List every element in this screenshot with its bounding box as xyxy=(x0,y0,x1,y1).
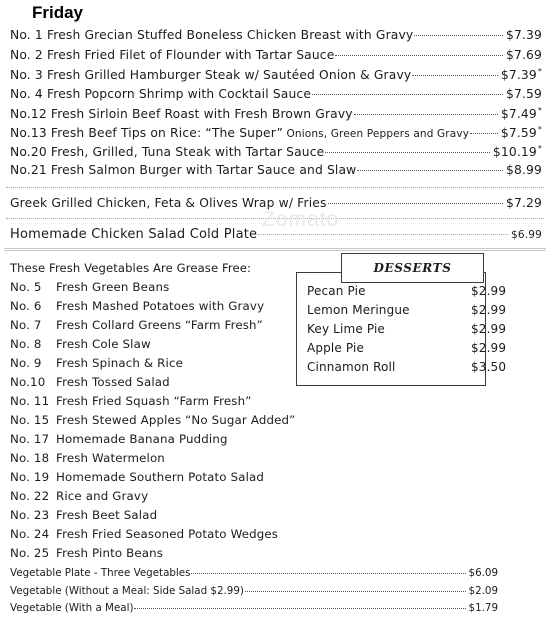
dot-leader xyxy=(414,35,503,36)
veg-number: No. 8 xyxy=(10,337,42,351)
dot-leader xyxy=(354,114,498,115)
veg-number: No. 11 xyxy=(10,394,50,408)
veg-item xyxy=(10,356,183,370)
menu-item-no20 xyxy=(10,144,542,159)
menu-item-no12 xyxy=(10,106,542,121)
dessert-item xyxy=(307,322,507,336)
item-name: Greek Grilled Chicken, Feta & Olives Wrap w/ Fries xyxy=(10,196,327,210)
veg-item xyxy=(10,413,295,427)
item-main-text: No.13 Fresh Beef Tips on Rice: “The Super” xyxy=(10,126,284,141)
dessert-item xyxy=(307,284,507,298)
veg-name: Fresh Spinach & Rice xyxy=(56,356,183,370)
veg-plate-price: $2.09 xyxy=(468,585,498,597)
dessert-item xyxy=(307,360,507,374)
star-mark: * xyxy=(537,144,542,153)
menu-item-no1 xyxy=(10,28,542,42)
veg-number: No. 5 xyxy=(10,280,42,294)
item-name: Homemade Chicken Salad Cold Plate xyxy=(10,227,258,242)
dot-leader xyxy=(470,133,498,134)
veg-item xyxy=(10,508,157,522)
dessert-name: Key Lime Pie xyxy=(307,322,385,336)
veg-name: Fresh Green Beans xyxy=(56,280,170,294)
veg-plate-price: $6.09 xyxy=(468,567,498,579)
star-mark: * xyxy=(537,125,542,134)
veg-item xyxy=(10,489,148,503)
veg-name: Rice and Gravy xyxy=(56,489,149,503)
veg-plate-price-row xyxy=(10,567,498,579)
item-name: No.21 Fresh Salmon Burger with Tartar Sauce and Slaw xyxy=(10,163,357,177)
item-name: No.20 Fresh, Grilled, Tuna Steak with Tartar Sauce xyxy=(10,145,325,160)
menu-item-no3 xyxy=(10,67,542,82)
star-mark: * xyxy=(537,67,542,76)
dot-leader xyxy=(357,170,503,171)
veg-name: Fresh Pinto Beans xyxy=(56,546,164,560)
item-price xyxy=(493,144,542,159)
veg-plate-label: Vegetable (With a Meal) xyxy=(10,602,134,614)
veg-item xyxy=(10,280,169,294)
veg-number: No. 18 xyxy=(10,451,50,465)
veg-name: Fresh Watermelon xyxy=(56,451,165,465)
watermark: Zomato xyxy=(262,208,340,231)
veg-name: Fresh Mashed Potatoes with Gravy xyxy=(56,299,265,313)
item-price: $7.59 xyxy=(506,87,542,101)
veg-name: Fresh Fried Squash “Farm Fresh” xyxy=(56,394,252,408)
veg-plate-price: $1.79 xyxy=(468,602,498,614)
menu-item-salad-plate xyxy=(10,227,542,242)
veg-name: Fresh Collard Greens “Farm Fresh” xyxy=(56,318,263,332)
star-mark: * xyxy=(537,106,542,115)
veg-plate-price-row xyxy=(10,602,498,614)
desserts-heading: DESSERTS xyxy=(341,253,484,283)
veg-name: Fresh Cole Slaw xyxy=(56,337,151,351)
dot-leader xyxy=(328,203,503,204)
menu-item-no13 xyxy=(10,125,542,140)
veg-number: No. 17 xyxy=(10,432,50,446)
item-price: $7.69 xyxy=(506,48,542,62)
item-price: $7.39 xyxy=(506,28,542,42)
veg-number: No. 6 xyxy=(10,299,42,313)
veg-number: No. 15 xyxy=(10,413,50,427)
veg-name: Fresh Fried Seasoned Potato Wedges xyxy=(56,527,279,541)
dessert-price: $2.99 xyxy=(471,322,507,336)
item-note: Onions, Green Peppers and Gravy xyxy=(283,128,470,141)
veg-number: No. 7 xyxy=(10,318,42,332)
veg-item xyxy=(10,432,228,446)
price-value: $7.39 xyxy=(500,68,537,83)
veg-item xyxy=(10,451,165,465)
menu-item-no21 xyxy=(10,163,542,177)
veg-name: Homemade Banana Pudding xyxy=(56,432,228,446)
dessert-price: $3.50 xyxy=(471,360,507,374)
price-value: $7.49 xyxy=(500,107,537,122)
veg-plate-label: Vegetable (Without a Meal: Side Salad $2.99) xyxy=(10,585,244,597)
dot-leader xyxy=(335,55,503,56)
item-price: $8.99 xyxy=(506,163,542,177)
dessert-price: $2.99 xyxy=(471,341,507,355)
veg-item xyxy=(10,375,170,389)
dot-leader xyxy=(258,234,508,235)
item-price xyxy=(501,106,542,121)
dessert-name: Apple Pie xyxy=(307,341,365,355)
dot-leader xyxy=(325,152,490,153)
veg-name: Fresh Tossed Salad xyxy=(56,375,170,389)
section-divider xyxy=(6,187,544,188)
veg-name: Homemade Southern Potato Salad xyxy=(56,470,265,484)
item-name: No.12 Fresh Sirloin Beef Roast with Fresh Brown Gravy xyxy=(10,107,353,122)
item-name: No. 1 Fresh Grecian Stuffed Boneless Chicken Breast with Gravy xyxy=(10,28,414,42)
menu-item-no4 xyxy=(10,87,542,101)
day-heading: Friday xyxy=(32,3,84,22)
price-value: $7.59 xyxy=(500,126,537,141)
item-name: No. 4 Fresh Popcorn Shrimp with Cocktail Sauce xyxy=(10,87,312,101)
item-price: $6.99 xyxy=(510,229,542,241)
item-name xyxy=(10,126,469,140)
veg-plate-label: Vegetable Plate - Three Vegetables xyxy=(10,567,191,579)
item-name: No. 3 Fresh Grilled Hamburger Steak w/ Sautéed Onion & Gravy xyxy=(10,68,412,83)
veg-number: No. 25 xyxy=(10,546,50,560)
veg-name: Fresh Stewed Apples “No Sugar Added” xyxy=(56,413,296,427)
veg-item xyxy=(10,318,263,332)
veg-number: No. 22 xyxy=(10,489,50,503)
item-name: No. 2 Fresh Fried Filet of Flounder with Tartar Sauce xyxy=(10,48,335,62)
menu-item-no2 xyxy=(10,48,542,62)
dot-leader xyxy=(245,591,466,592)
veg-item xyxy=(10,546,163,560)
veg-name: Fresh Beet Salad xyxy=(56,508,158,522)
dot-leader xyxy=(412,75,498,76)
item-price xyxy=(501,125,542,140)
dot-leader xyxy=(134,608,465,609)
veg-item xyxy=(10,527,278,541)
veg-plate-price-row xyxy=(10,585,498,597)
dessert-price: $2.99 xyxy=(471,303,507,317)
veg-item xyxy=(10,394,251,408)
veg-number: No. 19 xyxy=(10,470,50,484)
dessert-item xyxy=(307,303,507,317)
dessert-item xyxy=(307,341,507,355)
item-price xyxy=(501,67,542,82)
veg-item xyxy=(10,470,264,484)
veg-number: No. 9 xyxy=(10,356,42,370)
veg-item xyxy=(10,337,151,351)
veg-item xyxy=(10,299,264,313)
dot-leader xyxy=(191,573,465,574)
item-price: $7.29 xyxy=(506,196,542,210)
veg-number: No. 23 xyxy=(10,508,50,522)
section-divider xyxy=(4,248,546,251)
price-value: $10.19 xyxy=(492,145,537,160)
dessert-name: Lemon Meringue xyxy=(307,303,410,317)
veg-number: No. 24 xyxy=(10,527,50,541)
vegetables-heading: These Fresh Vegetables Are Grease Free: xyxy=(10,261,251,275)
dessert-name: Cinnamon Roll xyxy=(307,360,396,374)
dot-leader xyxy=(312,94,503,95)
dessert-price: $2.99 xyxy=(471,284,507,298)
dessert-name: Pecan Pie xyxy=(307,284,366,298)
veg-number: No.10 xyxy=(10,375,46,389)
